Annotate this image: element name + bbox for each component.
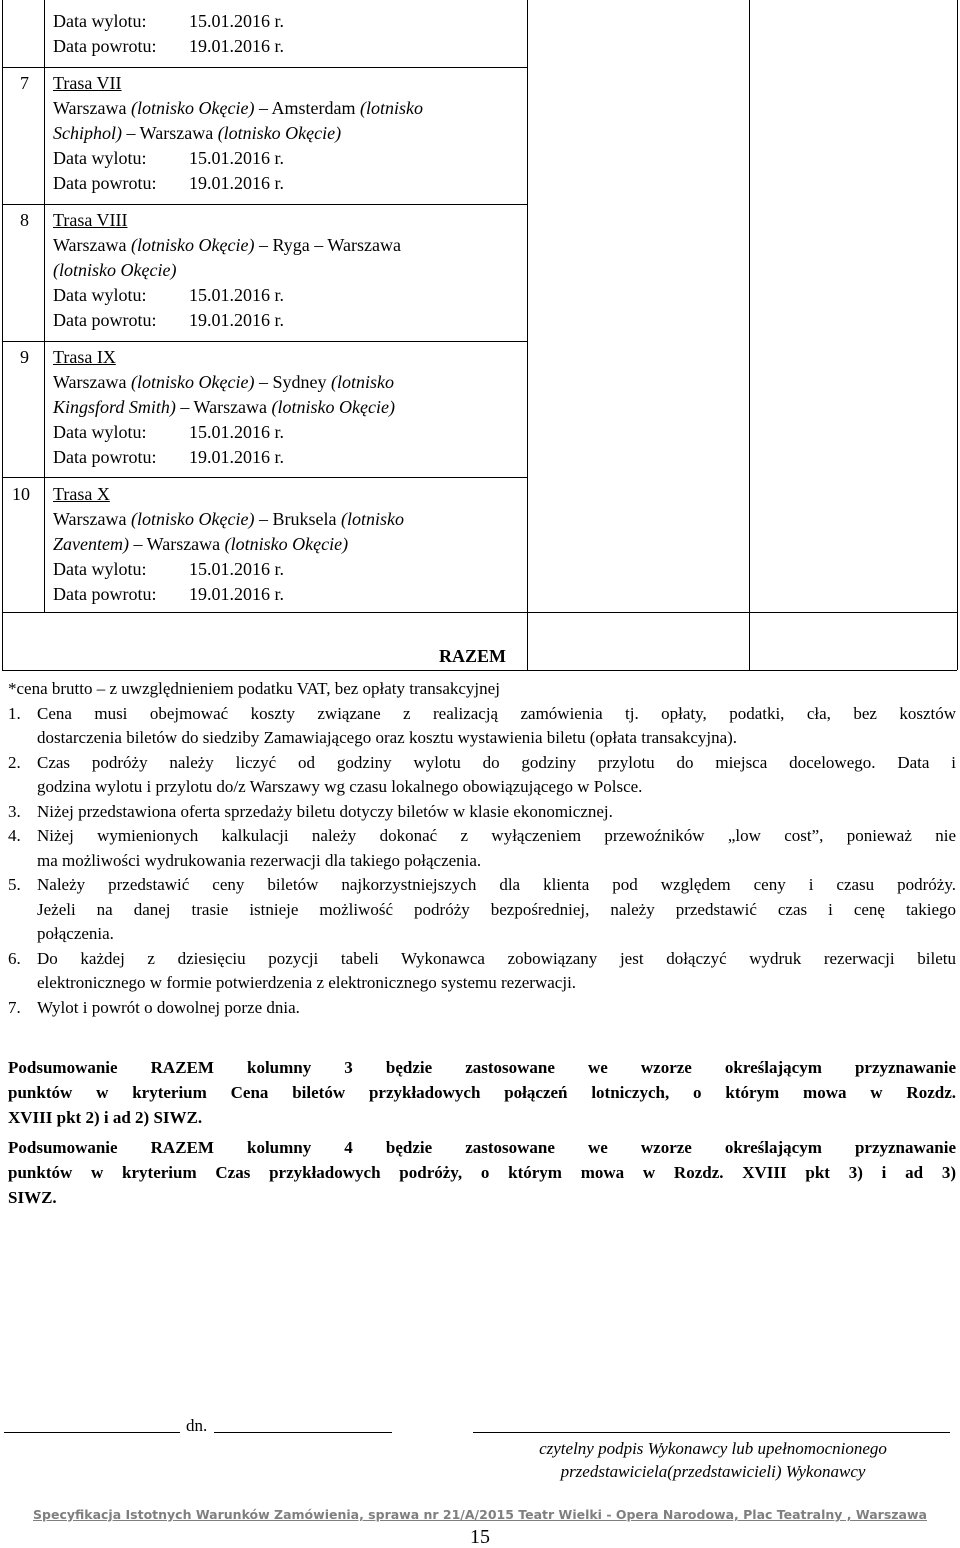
note-number: 3. bbox=[8, 801, 21, 821]
route-line: Zaventem) – Warszawa (lotnisko Okęcie) bbox=[53, 534, 349, 554]
signature-caption: czytelny podpis Wykonawcy lub upełnomocnionego przedstawiciela(przedstawicieli) Wykonawcy bbox=[539, 1439, 887, 1481]
return-label: Data powrotu: bbox=[53, 447, 157, 467]
departure-label: Data wylotu: bbox=[53, 285, 147, 305]
date-label: dn. bbox=[186, 1416, 208, 1435]
signature-line bbox=[473, 1432, 950, 1433]
departure-date: 15.01.2016 r. bbox=[189, 559, 285, 579]
summary-paragraph: Podsumowanie RAZEM kolumny 3 będzie zastosowane we wzorze określającym przyznawanie punktów w kryterium Cena biletów przykładowych połączeń lotniczych, o którym mowa w Rozdz. XVIII pkt 2) i ad 2) SIWZ. bbox=[8, 1058, 956, 1127]
route-title: Trasa VII bbox=[53, 73, 122, 93]
route-title: Trasa VIII bbox=[53, 210, 128, 230]
note-number: 7. bbox=[8, 997, 21, 1017]
table-border-left bbox=[2, 0, 3, 670]
table-row-divider bbox=[2, 204, 527, 205]
note-number: 2. bbox=[8, 752, 21, 772]
date-line bbox=[214, 1432, 392, 1433]
note-item: 3. Niżej przedstawiona oferta sprzedaży biletu dotyczy biletów w klasie ekonomicznej. bbox=[8, 800, 956, 825]
row-number: 10 bbox=[12, 484, 30, 504]
route-title: Trasa X bbox=[53, 484, 110, 504]
departure-label: Data wylotu: bbox=[53, 559, 147, 579]
route-line: Warszawa (lotnisko Okęcie) – Bruksela (lotnisko bbox=[53, 509, 404, 529]
table-border-right bbox=[957, 0, 958, 670]
return-date: 19.01.2016 r. bbox=[189, 584, 285, 604]
notes-section bbox=[8, 677, 956, 1020]
table-row-divider bbox=[2, 67, 527, 68]
price-note: *cena brutto – z uwzględnieniem podatku VAT, bez opłaty transakcyjnej bbox=[8, 679, 500, 698]
table-border-bottom bbox=[2, 670, 957, 671]
note-item: 7. Wylot i powrót o dowolnej porze dnia. bbox=[8, 996, 956, 1021]
departure-label: Data wylotu: bbox=[53, 148, 147, 168]
note-item: 1. Cena musi obejmować koszty związane z realizacją zamówienia tj. opłaty, podatki, cła, bez kosztów dostarczenia biletów do siedziby Zamawiającego oraz kosztu wystawienia biletu (opłata transakcyjna). bbox=[8, 703, 956, 747]
return-label: Data powrotu: bbox=[53, 36, 157, 56]
route-line: (lotnisko Okęcie) bbox=[53, 260, 177, 280]
page-footer: Specyfikacja Istotnych Warunków Zamówienia, sprawa nr 21/A/2015 Teatr Wielki - Opera Narodowa, Plac Teatralny , Warszawa bbox=[33, 1507, 927, 1522]
note-number: 6. bbox=[8, 948, 21, 968]
route-title: Trasa IX bbox=[53, 347, 116, 367]
row-number: 8 bbox=[20, 210, 29, 230]
return-date: 19.01.2016 r. bbox=[189, 447, 285, 467]
note-number: 1. bbox=[8, 703, 21, 723]
razem-label: RAZEM bbox=[439, 646, 506, 666]
route-line: Warszawa (lotnisko Okęcie) – Amsterdam (lotnisko bbox=[53, 98, 423, 118]
note-item: 2. Czas podróży należy liczyć od godziny wylotu do godziny przylotu do miejsca docelowego. Data i godzina wylotu i przylotu do/z Warszawy wg czasu lokalnego obowiązującego w Polsce. bbox=[8, 752, 956, 796]
note-item: 4. Niżej wymienionych kalkulacji należy dokonać z wyłączeniem przewoźników „low cost”, ponieważ nie ma możliwości wydrukowania rezerwacji dla takiego połączenia. bbox=[8, 826, 956, 870]
row-number: 7 bbox=[20, 73, 29, 93]
table-column-divider bbox=[44, 0, 45, 612]
departure-date: 15.01.2016 r. bbox=[189, 285, 285, 305]
page-number: 15 bbox=[470, 1526, 490, 1548]
departure-date: 15.01.2016 r. bbox=[189, 148, 285, 168]
route-line: Warszawa (lotnisko Okęcie) – Sydney (lotnisko bbox=[53, 372, 394, 392]
summary-section bbox=[8, 1055, 956, 1215]
table-row-divider bbox=[2, 477, 527, 478]
departure-date: 15.01.2016 r. bbox=[189, 11, 285, 31]
table-row-divider bbox=[2, 612, 957, 613]
departure-label: Data wylotu: bbox=[53, 11, 147, 31]
departure-date: 15.01.2016 r. bbox=[189, 422, 285, 442]
route-line: Warszawa (lotnisko Okęcie) – Ryga – Warszawa bbox=[53, 235, 401, 255]
note-number: 4. bbox=[8, 826, 21, 845]
table-row-divider bbox=[2, 341, 527, 342]
table-column-divider bbox=[749, 0, 750, 670]
departure-label: Data wylotu: bbox=[53, 422, 147, 442]
route-line: Kingsford Smith) – Warszawa (lotnisko Okęcie) bbox=[53, 397, 395, 417]
return-date: 19.01.2016 r. bbox=[189, 173, 285, 193]
table-column-divider bbox=[527, 0, 528, 670]
return-label: Data powrotu: bbox=[53, 173, 157, 193]
route-line: Schiphol) – Warszawa (lotnisko Okęcie) bbox=[53, 123, 342, 143]
summary-paragraph: Podsumowanie RAZEM kolumny 4 będzie zastosowane we wzorze określającym przyznawanie punktów w kryterium Czas przykładowych podróży, o którym mowa w Rozdz. XVIII pkt 3) i ad 3) SIWZ. bbox=[8, 1138, 956, 1207]
row-number: 9 bbox=[20, 347, 29, 367]
return-label: Data powrotu: bbox=[53, 584, 157, 604]
note-item: 6. Do każdej z dziesięciu pozycji tabeli Wykonawca zobowiązany jest dołączyć wydruk rezerwacji biletu elektronicznego w formie potwierdzenia z elektronicznego systemu rezerwacji. bbox=[8, 948, 956, 992]
place-line bbox=[4, 1432, 180, 1433]
note-item: 5. Należy przedstawić ceny biletów najkorzystniejszych dla klienta pod względem ceny i czasu podróży. Jeżeli na danej trasie istnieje możliwość podróży bezpośredniej, należy przedstawić czas i cenę takiego połączenia. bbox=[8, 875, 956, 943]
return-date: 19.01.2016 r. bbox=[189, 310, 285, 330]
note-number: 5. bbox=[8, 875, 21, 894]
return-label: Data powrotu: bbox=[53, 310, 157, 330]
return-date: 19.01.2016 r. bbox=[189, 36, 285, 56]
